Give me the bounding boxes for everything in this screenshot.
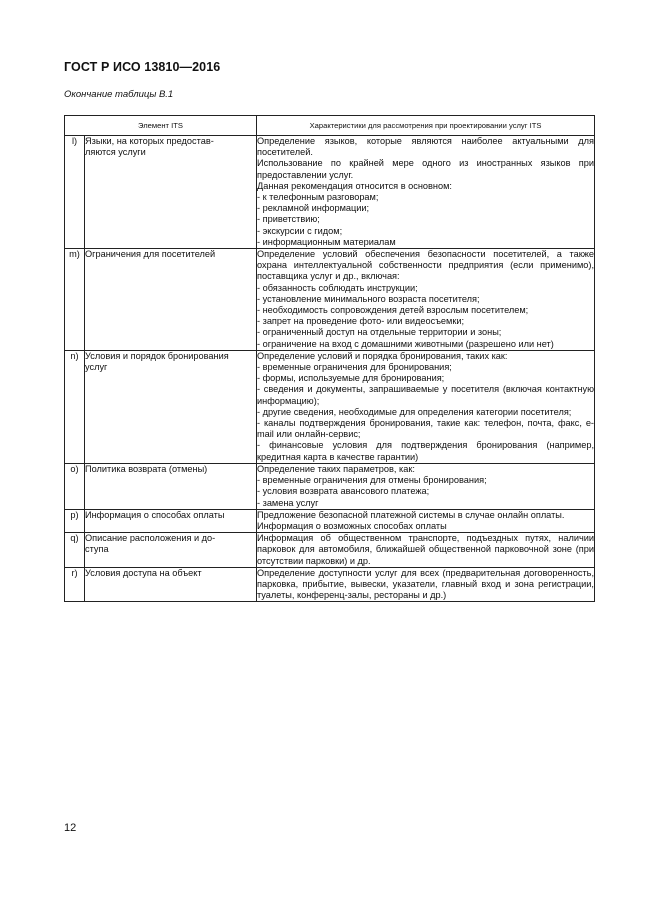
element-line: Политика возврата (отмены)	[85, 463, 208, 474]
description-line: - каналы подтверждения бронирования, такие как: телефон, почта, факс, e-mail или онлайн-сервис;	[257, 418, 594, 440]
description-line: - условия возврата авансового платежа;	[257, 486, 430, 497]
table-row	[65, 567, 595, 602]
column-header-element: Элемент ITS	[65, 116, 257, 136]
element-line: ляются услуги	[85, 147, 146, 158]
row-description	[257, 567, 595, 602]
row-element	[85, 463, 257, 509]
description-line: Определение языков, которые являются наиболее актуальными для посетителей.	[257, 136, 594, 158]
document-header: ГОСТ Р ИСО 13810—2016	[64, 60, 221, 74]
row-element	[85, 350, 257, 463]
description-line: - замена услуг	[257, 497, 319, 508]
table-row	[65, 350, 595, 463]
description-line: - информационным материалам	[257, 236, 396, 247]
description-line: - временные ограничения для отмены бронирования;	[257, 475, 487, 486]
description-line: - финансовые условия для подтверждения бронирования (например, кредитная карта в качестве гарантии)	[257, 440, 594, 462]
table-body	[65, 136, 595, 602]
its-characteristics-table	[64, 115, 595, 602]
table-caption: Окончание таблицы В.1	[64, 89, 174, 100]
row-description	[257, 533, 595, 568]
table-row	[65, 509, 595, 532]
description-line: - обязанность соблюдать инструкции;	[257, 282, 418, 293]
description-line: Определение условий и порядка бронирования, таких как:	[257, 350, 508, 361]
description-line: Определение условий обеспечения безопасности посетителей, а также охрана интеллектуальной собственности предприятия (если применимо), поставщика услуг и др., включая:	[257, 249, 594, 282]
table-row	[65, 136, 595, 249]
element-line: Условия и порядок бронирования	[85, 350, 229, 361]
row-element	[85, 249, 257, 351]
description-line: - к телефонным разговорам;	[257, 192, 379, 203]
row-description	[257, 463, 595, 509]
row-description	[257, 350, 595, 463]
description-line: - рекламной информации;	[257, 203, 370, 214]
element-line: Информация о способах оплаты	[85, 509, 225, 520]
description-line: Определение таких параметров, как:	[257, 463, 415, 474]
table-header-row	[65, 116, 595, 136]
description-line: - формы, используемые для бронирования;	[257, 373, 445, 384]
row-code: p)	[65, 509, 85, 532]
description-line: Информация об общественном транспорте, подъездных путях, наличии парковок для автомобиля, ближайшей общественной парковочной зоне (при отсутствии парковки) и др.	[257, 533, 594, 566]
row-element	[85, 509, 257, 532]
description-line: Использование по крайней мере одного из иностранных языков при предоставлении услуг.	[257, 158, 594, 180]
element-line: ступа	[85, 544, 109, 555]
element-line: Описание расположения и до-	[85, 533, 216, 544]
row-code: n)	[65, 350, 85, 463]
description-line: - экскурсии с гидом;	[257, 225, 343, 236]
row-description	[257, 136, 595, 249]
description-line: - другие сведения, необходимые для определения категории посетителя;	[257, 406, 572, 417]
row-description	[257, 509, 595, 532]
description-line: Данная рекомендация относится в основном:	[257, 180, 452, 191]
description-line: - ограниченный доступ на отдельные территории и зоны;	[257, 327, 502, 338]
row-code: r)	[65, 567, 85, 602]
description-line: - необходимость сопровождения детей взрослым посетителем;	[257, 305, 529, 316]
description-line: - установление минимального возраста посетителя;	[257, 293, 480, 304]
table-row	[65, 533, 595, 568]
column-header-characteristics: Характеристики для рассмотрения при проектировании услуг ITS	[257, 116, 595, 136]
description-line: Определение доступности услуг для всех (предварительная договоренность, парковка, прибытие, вывески, указатели, главный вход и зона регистрации, туалеты, конференц-залы, рестораны и др.)	[257, 567, 594, 601]
description-line: - временные ограничения для бронирования;	[257, 362, 452, 373]
element-line: Ограничения для посетителей	[85, 249, 216, 260]
table-row	[65, 463, 595, 509]
row-element	[85, 533, 257, 568]
row-element	[85, 136, 257, 249]
table-row	[65, 249, 595, 351]
element-line: Языки, на которых предостав-	[85, 136, 214, 146]
description-line: Предложение безопасной платежной системы в случае онлайн оплаты.	[257, 509, 565, 520]
row-code: l)	[65, 136, 85, 249]
description-line: - приветствию;	[257, 214, 320, 225]
row-description	[257, 249, 595, 351]
description-line: Информация о возможных способах оплаты	[257, 520, 447, 531]
element-line: услуг	[85, 362, 108, 373]
page-number: 12	[64, 822, 77, 834]
description-line: - запрет на проведение фото- или видеосъемки;	[257, 316, 465, 327]
description-line: - ограничение на вход с домашними животными (разрешено или нет)	[257, 338, 554, 349]
row-element	[85, 567, 257, 602]
description-line: - сведения и документы, запрашиваемые у посетителя (включая контактную информацию);	[257, 384, 594, 406]
row-code: o)	[65, 463, 85, 509]
element-line: Условия доступа на объект	[85, 567, 202, 578]
row-code: q)	[65, 533, 85, 568]
row-code: m)	[65, 249, 85, 351]
